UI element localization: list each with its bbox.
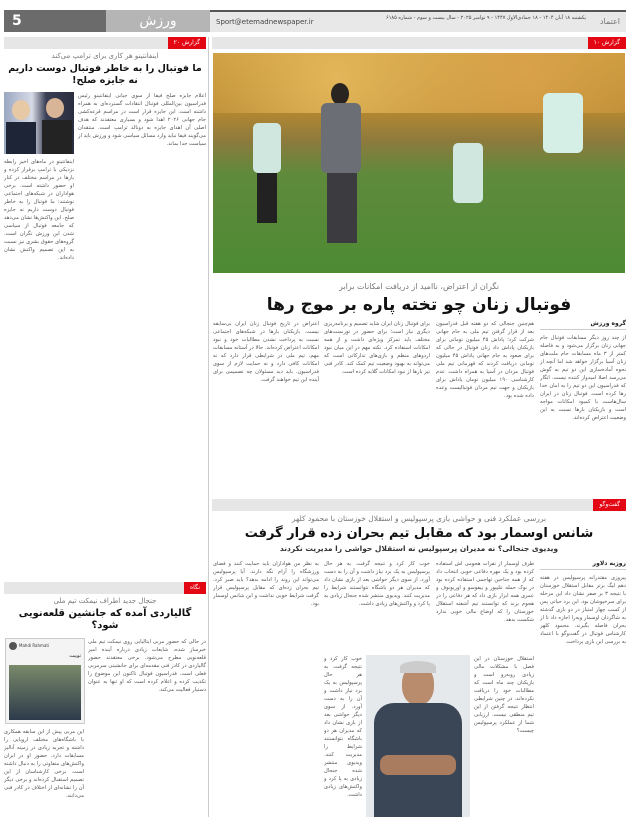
interview-headline: شانس اوسمار بود که مقابل تیم بحران زده قرار گرفت: [244, 526, 594, 541]
left2-headline: گالیاردی آمده که جانشین قلعه‌نویی شود؟: [18, 608, 192, 631]
left-headline: ما فوتبال را به خاطر فوتبال دوست داریم نه جایزه صلح!: [8, 63, 202, 86]
section-bar: [212, 37, 626, 49]
date-line: یکشنبه ۱۸ آبان ۱۴۰۴ - ۱۸ جمادی‌الاول ۱۴۴۷ - ۹ نوامبر ۲۰۲۵ - سال بیست و سوم - شماره ۶۱۸۵: [386, 15, 586, 21]
left-subtitle: اینفانتینو هر کاری برای ترامپ می‌کند: [51, 52, 159, 60]
section-tag: گزارش ۲۰: [168, 37, 206, 49]
main-headline: فوتبال زنان چو تخته پاره بر موج رها: [266, 295, 572, 315]
section-bar: [212, 499, 626, 511]
section-tag: نگاه: [184, 582, 206, 594]
section-tag: گفت‌وگو: [593, 499, 626, 511]
interview-body-col-5: استقلال خوزستان در این فصل با مشکلات مالی زیادی روبه‌رو است و بازیکنان چند ماه است که مطالبات خود را دریافت نکرده‌اند. در چنین شرایطی انتظار نتیجه گرفتن از این تیم منطقی نیست. ارزیابی شما از عملکرد پرسپولیس چیست؟: [474, 656, 534, 734]
page-number: 5: [4, 10, 106, 32]
main-body-col-3: برای فوتبال زنان ایران شاید تصمیم و برنامه‌ریزی دیگری نیاز است؛ برای حضور در تورنمنت‌های مختلف باید تمرکز ویژه‌ای داشت و از همه امکانات استفاده کرد. نکته مهم در این میان نبود اردوهای منظم و بازی‌های تدارکاتی است که می‌تواند به بهبود وضعیت تیم کمک کند. کادر فنی نیز بارها از نبود امکانات گلایه کرده است.: [324, 321, 430, 375]
tweet-text: توییت: [69, 653, 81, 659]
interview-deck: ویدیوی جنجالی؟ نه مدیران پرسپولیس نه استقلال حواشی را مدیریت نکردند: [279, 544, 559, 553]
left2-subtitle: جنجال جدید اطراف نیمکت تیم ملی: [53, 597, 157, 605]
tweet-author: Mahdi Rahmati: [19, 643, 50, 648]
main-byline: گروه ورزش: [540, 320, 626, 330]
main-subtitle: نگران از اعتراض، ناامید از دریافت امکانات برابر: [338, 282, 500, 291]
section-bar: [4, 37, 206, 49]
tweet-screenshot: [5, 638, 85, 724]
interview-body-col-6: خوب کار کرد و نتیجه گرفت. به هر حال پرسپولیس به یک برد نیاز داشت و آن را به دست آورد. از سوی دیگر حواشی بعد از بازی نشان داد که مدیران هر دو باشگاه نتوانستند شرایط را مدیریت کنند. ویدیوی منتشر شده جنجال زیادی به پا کرد و واکنش‌های زیادی داشت.: [324, 656, 362, 798]
interview-byline: روزبه دلاور: [540, 560, 626, 570]
logo: اعتماد: [599, 17, 620, 26]
left-body-col-1: اعلام جایزه صلح فیفا از سوی جیانی اینفانتینو رئیس فدراسیون بین‌المللی فوتبال انتقادات گسترده‌ای به همراه داشته است. این جایزه قرار است در مراسم قرعه‌کشی جام جهانی ۲۰۲۶ اهدا شود و بسیاری معتقدند که هدف اصلی آن اهدای جایزه به دونالد ترامپ است. منتقدان می‌گویند فیفا نباید وارد مسائل سیاسی شود و ورزش باید از سیاست جدا بماند.: [78, 93, 206, 147]
main-body-col-2: هم‌چنین جنجالی که دو هفته قبل فدراسیون بعد از قرار گرفتن تیم ملی به جام جهانی شرکت کرد؛ پاداش ۴۵ میلیون تومانی برای بازیکنان پاداش داد زنان فوتبال در حالی که برای صعود به جام جهانی پاداش ۴۵ میلیون تومانی دریافت کردند که قهرمانی تیم ملی فوتبال مردان در آسیا به همراه داشت. عدم کارشناسی ۱۹۰ میلیون تومان پاداش برای بازیکنان و جهت تیم مردان فوتبالیست وعده داده شده بود.: [436, 321, 534, 399]
interview-body-col-4: به نظر من هواداران باید حمایت کنند و فضای ورزشگاه را آرام نگه دارند. آیا پرسپولیس می‌تواند این روند را ادامه بدهد؟ باید صبر کرد. تیم بحران زده‌ای که مقابل پرسپولیس قرار گرفت شرایط خوبی نداشت و این شانس اوسمار بود.: [213, 561, 319, 607]
left2-body-col-2: این مربی پیش از این سابقه همکاری با باشگاه‌های مختلف اروپایی را داشته و تجربه زیادی در زمینه آنالیز مسابقات دارد. حضور او در ایران واکنش‌های متفاوتی را به دنبال داشته است. برخی کارشناسان از این تصمیم استقبال کرده‌اند و برخی دیگر آن را نشانه‌ای از اختلاف در کادر فنی می‌دانند.: [4, 729, 84, 799]
section-bar: [4, 582, 206, 594]
trump-infantino-photo: [4, 92, 74, 154]
section-title: ورزش: [106, 10, 210, 32]
left-body-col-2: اینفانتینو در ماه‌های اخیر رابطه نزدیکی با ترامپ برقرار کرده و بارها در مراسم مختلف در کنار او حضور داشته است. برخی هواداران در شبکه‌های اجتماعی نوشتند: ما فوتبال را به خاطر فوتبال دوست داریم نه جایزه صلح. این واکنش‌ها نشان می‌دهد که جامعه فوتبال از سیاسی شدن این ورزش نگران است. گروه‌های حقوق بشری نیز نسبت به این تصمیم واکنش نشان داده‌اند.: [4, 159, 74, 261]
interview-subtitle: بررسی عملکرد فنی و حواشی بازی پرسپولیس و استقلال خوزستان با محمود کلهر: [291, 514, 547, 523]
section-tag: گزارش ۱۰: [588, 37, 626, 49]
interview-body-col-1: پیروزی مقتدرانه پرسپولیس در هفته دهم لیگ برتر مقابل استقلال خوزستان با نتیجه ۳ بر صفر نشان داد این مرحله برای سرخپوشان بود. این برد حیاتی پس از کسب چهار امتیاز در دو بازی گذشته به شاگردان اوسمار ویه‌را اجازه داد تا از بحران فاصله بگیرند. محمود کلهر کارشناس فوتبال در گفت‌وگو با اعتماد به بررسی این بازی پرداخت.: [540, 575, 626, 645]
left2-body-col-1: در حالی که حضور مربی ایتالیایی روی نیمکت تیم ملی خبرساز شده، شایعات زیادی درباره آینده امیر قلعه‌نویی مطرح می‌شود. برخی معتقدند حضور گالیاردی در کادر فنی مقدمه‌ای برای جانشینی سرمربی فعلی است. فدراسیون فوتبال تاکنون این موضوع را تکذیب کرده و اعلام کرده است که او تنها به عنوان دستیار فعالیت می‌کند.: [88, 639, 206, 693]
email-link[interactable]: Sport@etemadnewspaper.ir: [216, 18, 314, 26]
main-body-col-4: اعتراض در تاریخ فوتبال زنان ایران بی‌سابقه نیست. بازیکنان بارها در شبکه‌های اجتماعی نسبت به پرداخت نشدن مطالبات خود و نبود امکانات اعتراض کرده‌اند. حالا در آستانه مسابقات مهم، تیم ملی در شرایطی قرار دارد که نه امکانات کافی دارد و نه حمایت لازم از سوی فدراسیون. باید دید مسئولان چه تصمیمی برای آینده این تیم خواهند گرفت.: [213, 321, 319, 383]
header-bar: [210, 10, 626, 32]
main-body-col-1: از چند روز دیگر مسابقات فوتبال جام جهانی زنان برگزار می‌شود و به فاصله کمتر از ۳ ماه مسابقات جام ملت‌های زنان آسیا برگزار خواهد شد اما آنچه از نحوه آماده‌سازی این دو تیم به گوش می‌رسد اصلا امیدوار کننده نیست. انگار که فدراسیون این دو تیم را به امان خدا رها کرده است. فوتبال زنان در ایران سال‌هاست با کمبود امکانات مواجه است و بازیکنان بارها نسبت به این وضعیت اعتراض کرده‌اند.: [540, 335, 626, 421]
interview-body-col-3: خوب کار کرد و نتیجه گرفت. به هر حال پرسپولیس به یک برد نیاز داشت و آن را به دست آورد. از سوی دیگر حواشی بعد از بازی نشان داد که مدیران هر دو باشگاه نتوانستند شرایط را مدیریت کنند. ویدیوی منتشر شده جنجال زیادی به پا کرد و واکنش‌های زیادی داشت.: [324, 561, 430, 607]
interview-body-col-2: طرف اوسمار از نفرات هجومی اش استفاده کرده بود و یک مهره دفاعی خوبی انتخاب داد که از همه جناحین تهاجمی استفاده کرده بود در نوک حمله علیپور و ییفوسو و اوریونوف و عمری همه ابزار بازی داد که هر دفاعی را در هجوم بزند که توانستند تیم آشفته استقلال خوزستان را که اوضاع مالی خوبی ندارد شکست بدهد.: [436, 561, 534, 623]
mahmoud-kalhor-photo: [366, 655, 470, 817]
womens-football-photo: [213, 53, 625, 273]
